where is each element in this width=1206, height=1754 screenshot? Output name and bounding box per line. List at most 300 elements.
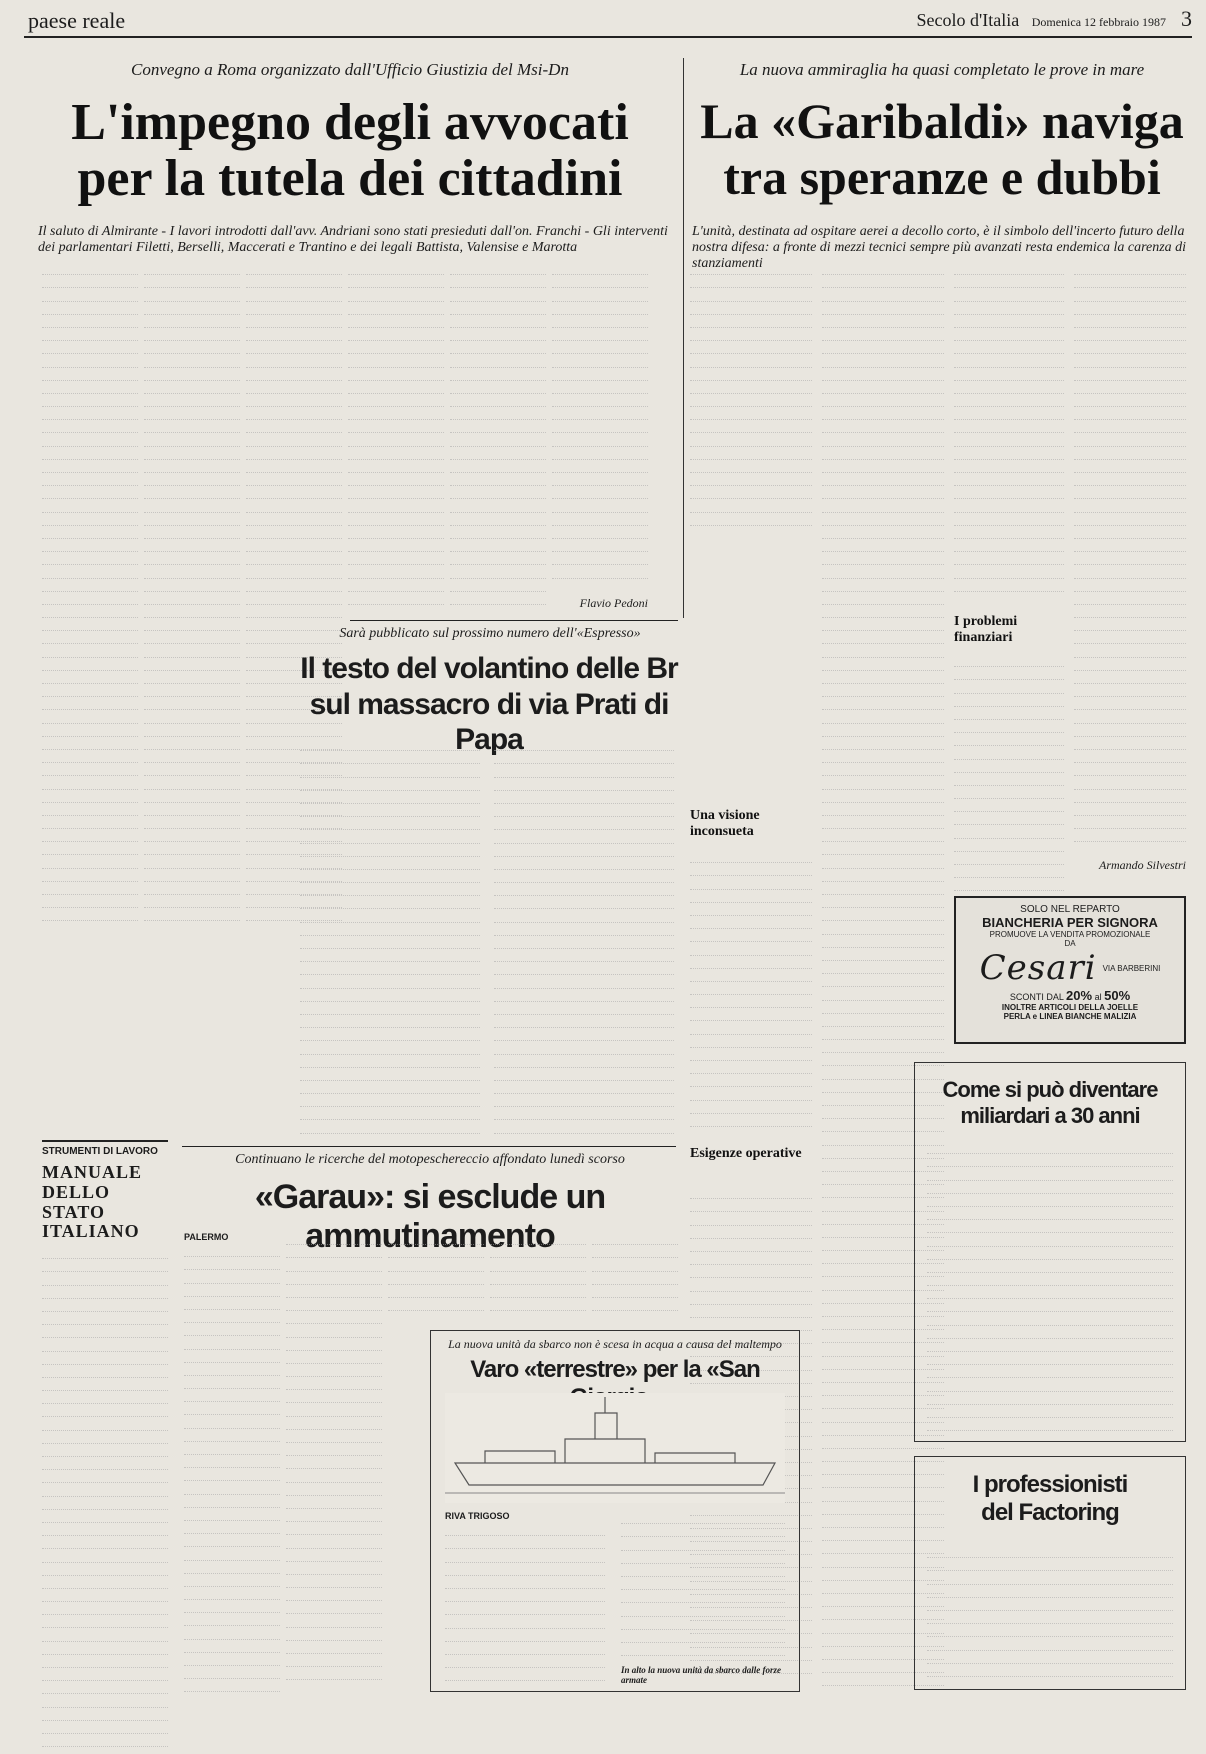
text-line [621, 1603, 785, 1616]
text-line [246, 460, 342, 473]
text-line [144, 816, 240, 829]
ad-line: DA [1064, 939, 1076, 948]
text-line [144, 513, 240, 526]
text-line [1074, 829, 1186, 842]
text-line [42, 526, 138, 539]
text-line [494, 1041, 674, 1054]
text-line [592, 1298, 678, 1311]
text-line [490, 1272, 586, 1285]
text-line [1074, 724, 1186, 737]
text-line [822, 869, 944, 882]
text-line [286, 1351, 382, 1364]
text-line [954, 579, 1064, 592]
text-line [286, 1417, 382, 1430]
text-line [822, 381, 944, 394]
text-line [184, 1297, 280, 1310]
text-line [300, 738, 480, 751]
text-line [494, 909, 674, 922]
text-line [450, 460, 546, 473]
text-line [42, 473, 138, 486]
text-line [42, 1352, 168, 1365]
text-line [246, 394, 342, 407]
text-line [300, 989, 480, 1002]
text-line [286, 1390, 382, 1403]
text-line [927, 1651, 1173, 1664]
text-line [954, 539, 1064, 552]
body-column [690, 850, 812, 1130]
text-line [1074, 460, 1186, 473]
text-line [42, 1694, 168, 1707]
text-line [592, 1232, 678, 1245]
text-line [300, 1081, 480, 1094]
text-line [927, 1167, 1173, 1180]
text-line [300, 1041, 480, 1054]
text-line [490, 1258, 586, 1271]
text-line [246, 420, 342, 433]
text-line [42, 1734, 168, 1747]
text-line [348, 302, 444, 315]
text-line [184, 1534, 280, 1547]
text-line [144, 486, 240, 499]
text-line [445, 1589, 605, 1602]
text-line [592, 1245, 678, 1258]
column-divider [683, 58, 684, 618]
text-line [450, 302, 546, 315]
text-line [927, 1247, 1173, 1260]
deck-avvocati: Il saluto di Almirante - I lavori introdotti dall'avv. Andriani sono stati presieduti dall'on. Franchi - Gli interventi dei parlamentari Filetti, Berselli, Maccerati e Trantino e dei legali Battista, Valensise e Marotta [38, 224, 668, 256]
text-line [822, 447, 944, 460]
text-line [954, 865, 1064, 878]
text-line [494, 896, 674, 909]
text-line [927, 1181, 1173, 1194]
text-line [552, 341, 648, 354]
text-line [1074, 473, 1186, 486]
text-line [552, 328, 648, 341]
text-line [286, 1522, 382, 1535]
text-line [286, 1338, 382, 1351]
text-line [954, 654, 1064, 667]
text-line [552, 552, 648, 565]
text-line [246, 262, 342, 275]
text-line [246, 447, 342, 460]
text-line [822, 394, 944, 407]
text-line [450, 486, 546, 499]
text-line [144, 565, 240, 578]
text-line [450, 368, 546, 381]
text-line [690, 499, 812, 512]
text-line [246, 302, 342, 315]
text-line [348, 499, 444, 512]
text-line [42, 592, 138, 605]
text-line [184, 1481, 280, 1494]
text-line [490, 1245, 586, 1258]
text-line [42, 1642, 168, 1655]
text-line [144, 288, 240, 301]
text-line [348, 328, 444, 341]
text-line [42, 368, 138, 381]
text-line [450, 262, 546, 275]
headline-garibaldi-1: La «Garibaldi» naviga [700, 93, 1184, 149]
text-line [286, 1232, 382, 1245]
text-line [690, 447, 812, 460]
kicker-br: Sarà pubblicato sul prossimo numero dell'«Espresso» [339, 626, 641, 641]
box-title: miliardari a 30 anni [960, 1103, 1140, 1128]
text-line [348, 565, 444, 578]
text-line [494, 751, 674, 764]
headline-garibaldi-2: tra speranze e dubbi [723, 149, 1161, 205]
text-line [822, 486, 944, 499]
text-line [552, 513, 648, 526]
text-line [621, 1551, 785, 1564]
kicker-garibaldi: La nuova ammiraglia ha quasi completato le prove in mare [739, 60, 1145, 79]
text-line [348, 368, 444, 381]
text-line [822, 368, 944, 381]
text-line [954, 733, 1064, 746]
text-line [445, 1563, 605, 1576]
text-line [300, 857, 480, 870]
text-line [927, 1273, 1173, 1286]
text-line [552, 288, 648, 301]
text-line [286, 1298, 382, 1311]
text-line [42, 447, 138, 460]
text-line [42, 1325, 168, 1338]
page-number: 3 [1181, 6, 1192, 31]
text-line [621, 1524, 785, 1537]
text-line [246, 526, 342, 539]
text-line [552, 565, 648, 578]
text-line [286, 1364, 382, 1377]
text-line [954, 275, 1064, 288]
text-line [1074, 315, 1186, 328]
text-line [300, 1055, 480, 1068]
text-line [286, 1469, 382, 1482]
text-line [690, 1186, 812, 1199]
text-line [822, 460, 944, 473]
text-line [246, 354, 342, 367]
text-line [42, 565, 138, 578]
text-line [42, 328, 138, 341]
text-line [144, 275, 240, 288]
text-line [286, 1628, 382, 1641]
text-line [927, 1141, 1173, 1154]
text-line [184, 1442, 280, 1455]
text-line [184, 1508, 280, 1521]
text-line [822, 473, 944, 486]
text-line [954, 552, 1064, 565]
text-line [1074, 631, 1186, 644]
text-line [300, 949, 480, 962]
text-line [144, 882, 240, 895]
text-line [1074, 486, 1186, 499]
text-line [690, 368, 812, 381]
text-line [822, 816, 944, 829]
masthead-rule [24, 36, 1192, 38]
text-line [927, 1558, 1173, 1571]
text-line [954, 878, 1064, 891]
body-column [1074, 262, 1186, 852]
text-line [246, 381, 342, 394]
text-line [450, 499, 546, 512]
text-line [690, 982, 812, 995]
text-line [450, 579, 546, 592]
text-line [822, 1001, 944, 1014]
text-line [286, 1549, 382, 1562]
text-line [954, 513, 1064, 526]
text-line [246, 368, 342, 381]
text-line [927, 1339, 1173, 1352]
text-line [300, 817, 480, 830]
text-line [144, 499, 240, 512]
text-line [42, 710, 138, 723]
text-line [184, 1363, 280, 1376]
text-line [246, 341, 342, 354]
box-miliardari [914, 1062, 1186, 1442]
text-line [445, 1668, 605, 1681]
text-line [494, 870, 674, 883]
text-line [822, 315, 944, 328]
text-line [348, 341, 444, 354]
text-line [42, 816, 138, 829]
text-line [690, 1239, 812, 1252]
text-line [450, 341, 546, 354]
text-line [286, 1575, 382, 1588]
text-line [1074, 368, 1186, 381]
box-body [927, 1141, 1173, 1431]
manual-sidebar [42, 1140, 168, 1242]
text-line [552, 499, 648, 512]
text-line [144, 697, 240, 710]
text-line [388, 1258, 484, 1271]
text-line [184, 1429, 280, 1442]
text-line [445, 1536, 605, 1549]
text-line [450, 328, 546, 341]
text-line [348, 460, 444, 473]
text-line [286, 1667, 382, 1680]
text-line [822, 935, 944, 948]
text-line [144, 776, 240, 789]
text-line [1074, 737, 1186, 750]
text-line [954, 447, 1064, 460]
text-line [1074, 658, 1186, 671]
text-line [42, 1523, 168, 1536]
text-line [450, 526, 546, 539]
text-line [954, 486, 1064, 499]
text-line [954, 315, 1064, 328]
text-line [822, 644, 944, 657]
text-line [42, 1338, 168, 1351]
text-line [690, 1212, 812, 1225]
text-line [822, 763, 944, 776]
text-line [1074, 407, 1186, 420]
text-line [954, 420, 1064, 433]
text-line [954, 368, 1064, 381]
text-line [927, 1260, 1173, 1273]
text-line [144, 671, 240, 684]
text-line [42, 1365, 168, 1378]
text-line [42, 354, 138, 367]
dateline-garau: PALERMO [184, 1232, 229, 1242]
text-line [954, 354, 1064, 367]
text-line [144, 710, 240, 723]
text-line [42, 1378, 168, 1391]
text-line [1074, 394, 1186, 407]
text-line [184, 1561, 280, 1574]
text-line [1074, 790, 1186, 803]
text-line [42, 763, 138, 776]
text-line [246, 288, 342, 301]
text-line [42, 1391, 168, 1404]
text-line [1074, 275, 1186, 288]
text-line [42, 671, 138, 684]
text-line [690, 381, 812, 394]
text-line [286, 1272, 382, 1285]
text-line [552, 539, 648, 552]
text-line [822, 842, 944, 855]
text-line [1074, 552, 1186, 565]
text-line [954, 773, 1064, 786]
text-line [144, 447, 240, 460]
text-line [822, 592, 944, 605]
text-line [286, 1443, 382, 1456]
text-line [300, 923, 480, 936]
text-line [348, 407, 444, 420]
text-line [954, 341, 1064, 354]
text-line [300, 962, 480, 975]
text-line [1074, 605, 1186, 618]
text-line [42, 302, 138, 315]
text-line [1074, 579, 1186, 592]
text-line [1074, 447, 1186, 460]
text-line [954, 680, 1064, 693]
text-line [927, 1637, 1173, 1650]
text-line [184, 1653, 280, 1666]
subhead-esigenze: Esigenze operative [690, 1146, 802, 1161]
text-line [822, 579, 944, 592]
text-line [450, 447, 546, 460]
text-line [42, 433, 138, 446]
text-line [42, 908, 138, 921]
text-line [286, 1324, 382, 1337]
text-line [954, 262, 1064, 275]
text-line [42, 1549, 168, 1562]
text-line [300, 764, 480, 777]
text-line [927, 1585, 1173, 1598]
text-line [246, 565, 342, 578]
text-line [42, 869, 138, 882]
box-title: Come si può diventare [942, 1077, 1158, 1102]
text-line [246, 433, 342, 446]
text-line [300, 909, 480, 922]
text-line [621, 1564, 785, 1577]
text-line [494, 764, 674, 777]
text-line [822, 710, 944, 723]
text-line [348, 473, 444, 486]
text-line [286, 1245, 382, 1258]
text-line [184, 1613, 280, 1626]
text-line [300, 1094, 480, 1107]
text-line [494, 791, 674, 804]
text-line [1074, 565, 1186, 578]
text-line [1074, 381, 1186, 394]
text-line [1074, 816, 1186, 829]
text-line [42, 288, 138, 301]
text-line [954, 473, 1064, 486]
text-line [42, 1457, 168, 1470]
text-line [144, 368, 240, 381]
text-line [246, 473, 342, 486]
text-line [144, 579, 240, 592]
text-line [927, 1378, 1173, 1391]
text-line [348, 381, 444, 394]
text-line [490, 1298, 586, 1311]
text-line [927, 1299, 1173, 1312]
text-line [42, 1668, 168, 1681]
text-line [144, 420, 240, 433]
text-line [494, 738, 674, 751]
text-line [927, 1194, 1173, 1207]
text-line [954, 460, 1064, 473]
text-line [42, 829, 138, 842]
text-line [144, 724, 240, 737]
text-line [42, 1246, 168, 1259]
kicker-san-giorgio: La nuova unità da sbarco non è scesa in acqua a causa del maltempo [448, 1337, 782, 1351]
text-line [286, 1509, 382, 1522]
text-line [184, 1336, 280, 1349]
text-line [184, 1587, 280, 1600]
text-line [42, 855, 138, 868]
text-line [552, 407, 648, 420]
text-line [300, 1068, 480, 1081]
text-line [144, 842, 240, 855]
text-line [490, 1232, 586, 1245]
headline-san-giorgio: Varo «terrestre» per la «San [470, 1356, 760, 1383]
text-line [388, 1272, 484, 1285]
text-line [1074, 671, 1186, 684]
text-line [690, 1252, 812, 1265]
text-line [954, 328, 1064, 341]
text-line [42, 776, 138, 789]
text-line [144, 658, 240, 671]
text-line [184, 1468, 280, 1481]
text-line [450, 275, 546, 288]
text-line [690, 1199, 812, 1212]
text-line [494, 830, 674, 843]
text-line [388, 1285, 484, 1298]
text-line [42, 1299, 168, 1312]
text-line [822, 776, 944, 789]
text-line [954, 825, 1064, 838]
text-line [42, 1272, 168, 1285]
text-line [494, 923, 674, 936]
text-line [690, 486, 812, 499]
text-line [690, 863, 812, 876]
text-line [42, 618, 138, 631]
text-line [144, 552, 240, 565]
paper-masthead [916, 10, 1166, 31]
text-line [822, 565, 944, 578]
body-column [42, 262, 138, 922]
text-line [1074, 341, 1186, 354]
text-line [184, 1666, 280, 1679]
text-line [927, 1598, 1173, 1611]
text-line [954, 381, 1064, 394]
text-line [445, 1629, 605, 1642]
text-line [494, 1081, 674, 1094]
text-line [445, 1602, 605, 1615]
text-line [144, 460, 240, 473]
text-line [184, 1284, 280, 1297]
text-line [286, 1377, 382, 1390]
